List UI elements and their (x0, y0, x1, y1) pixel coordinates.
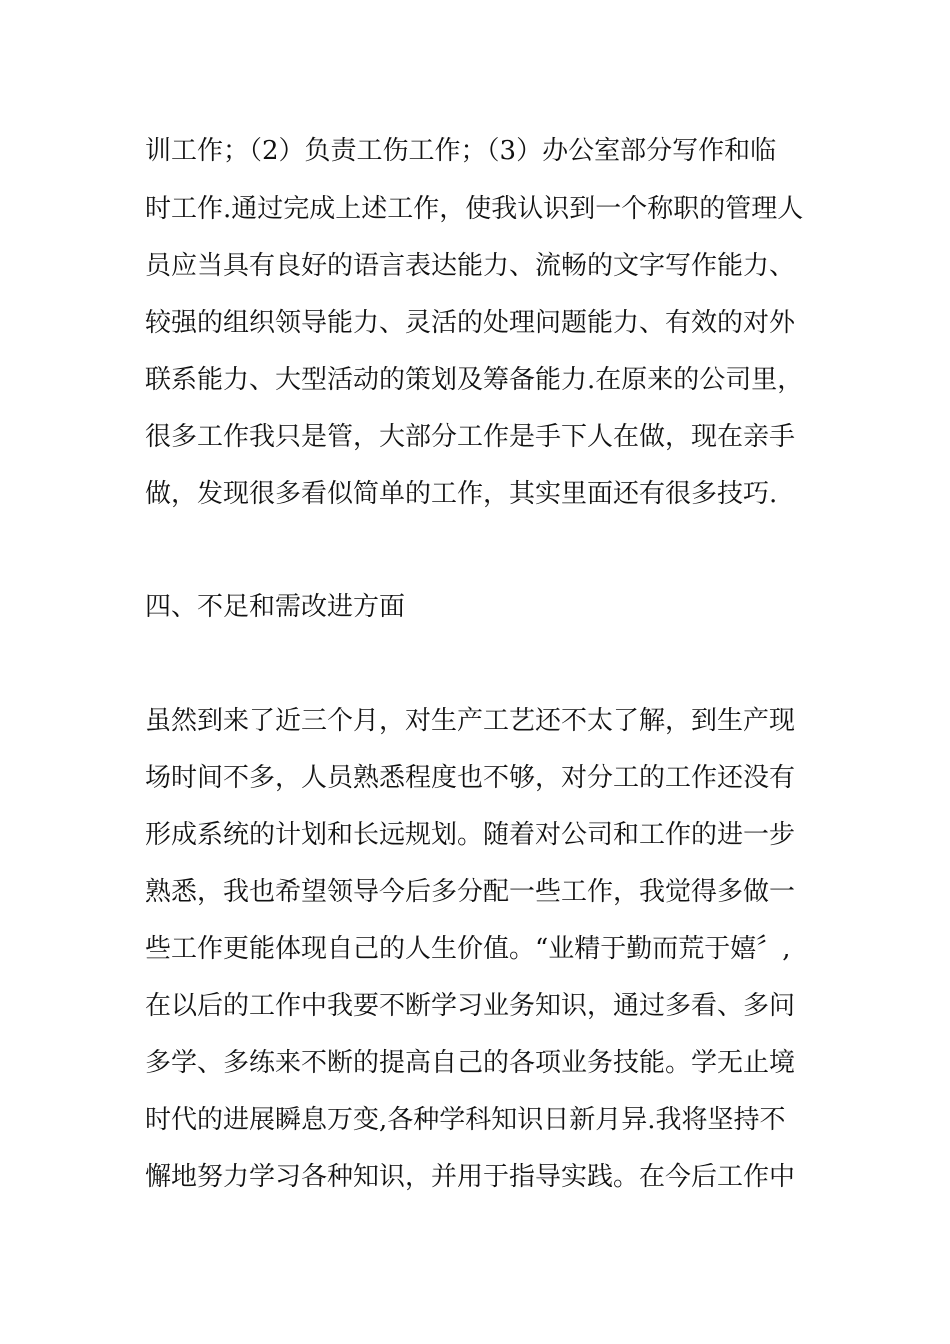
paragraph-line: 时代的进展瞬息万变,各种学科知识日新月异.我将坚持不 (145, 1105, 786, 1135)
paragraph-line: 形成系统的计划和长远规划。随着对公司和工作的进一步 (145, 820, 796, 850)
paragraph-line: 联系能力、大型活动的策划及筹备能力.在原来的公司里， (145, 365, 804, 395)
paragraph-line: 场时间不多，人员熟悉程度也不够，对分工的工作还没有 (145, 763, 796, 793)
paragraph-line: 员应当具有良好的语言表达能力、流畅的文字写作能力、 (145, 251, 796, 281)
paragraph-line: 懈地努力学习各种知识，并用于指导实践。在今后工作中 (145, 1162, 796, 1192)
paragraph-line: 熟悉，我也希望领导今后多分配一些工作，我觉得多做一 (145, 877, 796, 907)
paragraph-line: 多学、多练来不断的提高自己的各项业务技能。学无止境 (145, 1048, 796, 1078)
paragraph-line: 训工作；（2）负责工伤工作；（3）办公室部分写作和临 (145, 136, 777, 166)
paragraph-line: 些工作更能体现自己的人生价值。“业精于勤而荒于嬉〞, (145, 934, 791, 964)
paragraph-line: 做，发现很多看似简单的工作，其实里面还有很多技巧. (145, 479, 778, 509)
paragraph-line: 在以后的工作中我要不断学习业务知识，通过多看、多问 (145, 991, 796, 1021)
paragraph-line: 时工作.通过完成上述工作，使我认识到一个称职的管理人 (145, 194, 804, 224)
paragraph-line: 虽然到来了近三个月，对生产工艺还不太了解，到生产现 (145, 706, 796, 736)
paragraph-line: 较强的组织领导能力、灵活的处理问题能力、有效的对外 (145, 308, 796, 338)
section-heading: 四、不足和需改进方面 (145, 592, 406, 622)
paragraph-line: 很多工作我只是管，大部分工作是手下人在做，现在亲手 (145, 422, 796, 452)
